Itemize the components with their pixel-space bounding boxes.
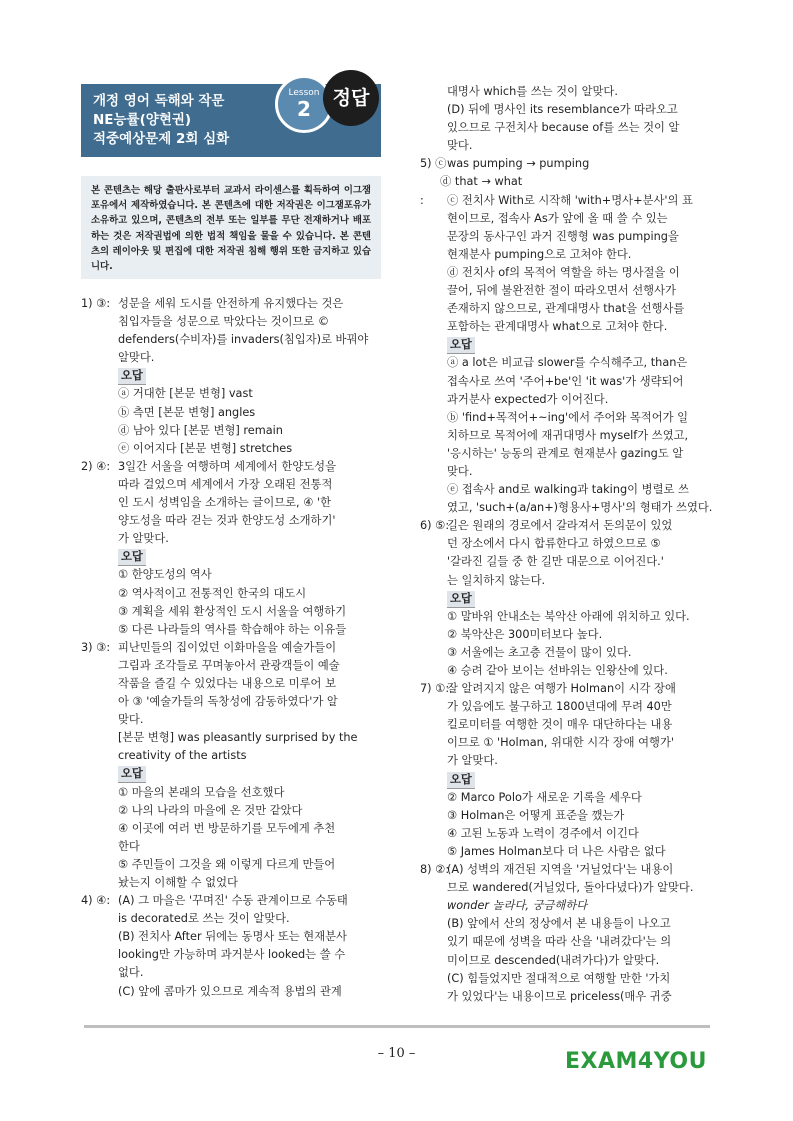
text-line xyxy=(420,970,725,988)
line-text: 끌어, 뒤에 불완전한 절이 따라오면서 선행사가 xyxy=(447,284,676,298)
text-line xyxy=(81,983,386,1001)
question-number: 7) ①: xyxy=(420,682,450,696)
line-text: 한다 xyxy=(118,839,140,853)
line-text: 이므로 ① 'Holman, 위대한 시각 장애 여행가' xyxy=(447,736,674,750)
line-text: 였고, 'such+(a/an+)형용사+명사'의 형태가 쓰였다. xyxy=(447,501,713,515)
text-line xyxy=(420,608,725,626)
text-line xyxy=(420,897,725,915)
text-line xyxy=(420,192,725,210)
line-text: 잘 알려지지 않은 여행가 Holman이 시각 장애 xyxy=(447,682,676,696)
line-text: ③ Holman은 어떻게 표준을 깼는가 xyxy=(447,808,625,822)
line-text: 성문을 세워 도시를 안전하게 유지했다는 것은 xyxy=(118,297,344,310)
text-line xyxy=(420,517,725,535)
text-line xyxy=(420,752,725,770)
line-text: ② 나의 나라의 마을에 온 것만 같았다 xyxy=(118,803,303,817)
line-text: ⓓ 남아 있다 [본문 변형] remain xyxy=(118,423,283,437)
text-line xyxy=(81,729,386,747)
line-text: 피난민들의 집이었던 이화마을을 예술가들이 xyxy=(118,640,337,654)
text-line xyxy=(81,802,386,820)
brand-logo: EXAM4YOU xyxy=(565,1049,707,1074)
line-text: ⓑ 측면 [본문 변형] angles xyxy=(118,405,256,419)
line-text: 문장의 동사구인 과거 진행형 was pumping을 xyxy=(447,229,679,243)
line-text: 3일간 서울을 여행하며 세계에서 한양도성을 xyxy=(118,459,336,473)
line-text: ③ 계획을 세워 환상적인 도시 서울을 여행하기 xyxy=(118,604,347,618)
wrong-answer-tag: 오답 xyxy=(447,772,475,789)
line-text: ① 한양도성의 역사 xyxy=(118,568,212,582)
line-text: 맞다. xyxy=(447,139,473,153)
line-text: 맞다. xyxy=(447,464,473,478)
text-line xyxy=(420,300,725,318)
line-text: ⓒ 전치사 With로 시작해 'with+명사+분사'의 표 xyxy=(447,193,693,207)
line-text: ⑤ 주민들이 그것을 왜 이렇게 다르게 만들어 xyxy=(118,857,336,871)
line-text: ② 북악산은 300미터보다 높다. xyxy=(447,627,603,641)
text-line xyxy=(81,747,386,765)
line-text: ① 말바위 안내소는 북악산 아래에 위치하고 있다. xyxy=(447,609,690,623)
text-line xyxy=(420,228,725,246)
line-text: 므로 wandered(거닐었다, 돌아다녔다)가 알맞다. xyxy=(447,881,694,895)
text-line xyxy=(81,784,386,802)
text-line xyxy=(81,440,386,458)
line-text: 양도성을 따라 걷는 것과 한양도성 소개하기' xyxy=(118,514,336,528)
line-text: ② 역사적이고 전통적인 한국의 대도시 xyxy=(118,586,307,600)
text-line xyxy=(81,639,386,657)
text-line xyxy=(81,675,386,693)
line-text: 킬로미터를 여행한 것이 매우 대단하다는 내용 xyxy=(447,718,673,732)
text-line xyxy=(420,988,725,1006)
text-line xyxy=(81,765,386,783)
line-text: 놨는지 이해할 수 없었다 xyxy=(118,876,238,889)
text-line xyxy=(420,246,725,264)
line-text: 알맞다. xyxy=(118,351,155,365)
text-line xyxy=(81,892,386,910)
text-line xyxy=(420,463,725,481)
answer-badge: 정답 xyxy=(323,70,379,126)
text-line xyxy=(420,861,725,879)
line-text: 인 도시 성벽임을 소개하는 글이므로, ④ '한 xyxy=(118,496,331,510)
text-line xyxy=(420,282,725,300)
header-line-1: 개정 영어 독해와 작문 xyxy=(93,93,225,109)
line-text: 포함하는 관계대명사 what으로 고쳐야 한다. xyxy=(447,320,668,334)
line-text: ④ 승려 같아 보이는 선바위는 인왕산에 있다. xyxy=(447,664,668,677)
line-text: 현이므로, 접속사 As가 앞에 올 때 쓸 수 있는 xyxy=(447,211,668,225)
line-text: '갈라진 길들 중 한 길만 대문으로 이어진다.' xyxy=(447,555,664,569)
text-line xyxy=(420,445,725,463)
text-line xyxy=(81,349,386,367)
left-column xyxy=(81,295,386,1001)
text-line xyxy=(420,101,725,119)
text-line xyxy=(420,680,725,698)
text-line xyxy=(420,590,725,608)
line-text: ⓔ 이어지다 [본문 변형] stretches xyxy=(118,441,293,455)
line-text: (B) 앞에서 산의 정상에서 본 내용들이 나오고 xyxy=(447,917,671,931)
line-text: 가 알맞다. xyxy=(447,754,498,768)
text-line xyxy=(420,427,725,445)
line-text: 없다. xyxy=(118,966,144,980)
text-line xyxy=(81,313,386,331)
text-line xyxy=(420,137,725,155)
text-line xyxy=(420,499,725,517)
text-line xyxy=(81,946,386,964)
footer-divider xyxy=(84,1025,710,1028)
text-line xyxy=(81,331,386,349)
text-line xyxy=(81,295,386,313)
right-column xyxy=(420,83,725,1006)
text-line xyxy=(420,83,725,101)
text-line xyxy=(420,119,725,137)
line-text: 따라 걸었으며 세계에서 가장 오래된 전통적 xyxy=(118,477,333,491)
line-text: 접속사로 쓰여 '주어+be'인 'it was'가 생략되어 xyxy=(447,374,684,388)
wrong-answer-tag: 오답 xyxy=(118,368,146,385)
line-text: ⓐ a lot은 비교급 slower를 수식해주고, than은 xyxy=(447,356,688,370)
text-line xyxy=(81,838,386,856)
page-number: – 10 – xyxy=(377,1046,416,1061)
line-text: looking만 가능하며 과거분사 looked는 쓸 수 xyxy=(118,948,346,962)
text-line xyxy=(81,476,386,494)
text-line xyxy=(81,621,386,639)
text-line xyxy=(81,820,386,838)
text-line xyxy=(420,336,725,354)
line-text: 길은 원래의 경로에서 갈라져서 돈의문이 있었 xyxy=(447,519,673,533)
wrong-answer-tag: 오답 xyxy=(118,766,146,783)
text-line xyxy=(420,572,725,590)
line-text: 과거분사 expected가 이어진다. xyxy=(447,392,609,406)
line-text: (A) 그 마을은 '꾸며진' 수동 관계이므로 수동태 xyxy=(118,894,348,908)
text-line xyxy=(420,626,725,644)
line-text: '응시하는' 능동의 관계로 현재분사 gazing도 알 xyxy=(447,446,684,460)
line-text: ⓔ 접속사 and로 walking과 taking이 병렬로 쓰 xyxy=(447,483,689,497)
line-text: (C) 힘들었지만 절대적으로 여행할 만한 '가치 xyxy=(447,971,671,985)
text-line xyxy=(81,548,386,566)
text-line xyxy=(81,585,386,603)
text-line xyxy=(420,155,725,173)
text-line xyxy=(420,373,725,391)
line-text: (C) 앞에 콤마가 있으므로 계속적 용법의 관계 xyxy=(118,984,342,998)
header-line-2: NE능률(양현권) xyxy=(93,112,192,128)
text-line xyxy=(420,318,725,336)
line-text: ⓓ 전치사 of의 목적어 역할을 하는 명사절을 이 xyxy=(447,265,680,279)
line-text: 있기 때문에 성벽을 따라 산을 '내려갔다'는 의 xyxy=(447,935,672,949)
text-line xyxy=(81,566,386,584)
text-line xyxy=(81,422,386,440)
line-text: ⑤ James Holman보다 더 나은 사람은 없다 xyxy=(447,844,666,858)
line-text: ① 마을의 본래의 모습을 선호했다 xyxy=(118,785,285,799)
line-text: ④ 고된 노동과 노력이 경주에서 이긴다 xyxy=(447,826,639,840)
text-line xyxy=(81,657,386,675)
wrong-answer-tag: 오답 xyxy=(447,591,475,608)
text-line xyxy=(81,385,386,403)
wrong-answer-tag: 오답 xyxy=(118,549,146,566)
line-text: 현재분사 pumping으로 고쳐야 한다. xyxy=(447,247,632,261)
line-text: creativity of the artists xyxy=(118,749,247,763)
text-line xyxy=(81,693,386,711)
line-text: ⓐ 거대한 [본문 변형] vast xyxy=(118,387,253,401)
question-number: 6) ⑤: xyxy=(420,519,450,533)
question-number: 5) ⓒ xyxy=(420,157,447,171)
text-line xyxy=(420,825,725,843)
line-text: 대명사 which를 쓰는 것이 알맞다. xyxy=(447,85,618,98)
line-text: (A) 성벽의 재건된 지역을 '거닐었다'는 내용이 xyxy=(447,863,674,877)
line-text: 아 ③ '예술가들의 독창성에 감동하였다'가 알 xyxy=(118,695,338,709)
line-text: ② Marco Polo가 새로운 기록을 세우다 xyxy=(447,790,642,804)
lesson-number: 2 xyxy=(297,97,311,121)
question-number: 3) ③: xyxy=(81,640,111,654)
text-line xyxy=(420,210,725,228)
text-line xyxy=(81,404,386,422)
line-text: is decorated로 쓰는 것이 알맞다. xyxy=(118,912,290,926)
text-line xyxy=(420,789,725,807)
text-line xyxy=(81,874,386,892)
text-line xyxy=(81,458,386,476)
lesson-word: Lesson xyxy=(288,88,320,98)
text-line xyxy=(420,553,725,571)
text-line xyxy=(81,530,386,548)
text-line xyxy=(81,856,386,874)
text-line xyxy=(420,409,725,427)
line-text: ③ 서울에는 초고층 건물이 많이 있다. xyxy=(447,645,632,659)
line-text: 미이므로 descended(내려가다)가 알맞다. xyxy=(447,953,660,967)
line-text: ⓑ 'find+목적어+~ing'에서 주어와 목적어가 일 xyxy=(447,410,689,424)
line-text: 가 알맞다. xyxy=(118,532,169,546)
text-line xyxy=(420,698,725,716)
line-text: 작품을 즐길 수 있었다는 내용으로 미루어 보 xyxy=(118,676,336,690)
text-line xyxy=(420,734,725,752)
line-text: (B) 전치사 After 뒤에는 동명사 또는 현재분사 xyxy=(118,930,347,944)
line-text: 있으므로 구전치사 because of를 쓰는 것이 알 xyxy=(447,121,680,135)
text-line xyxy=(420,662,725,680)
line-text: 존재하지 않으므로, 관계대명사 that을 선행사를 xyxy=(447,302,685,316)
line-text: 맞다. xyxy=(118,713,144,727)
text-line xyxy=(420,771,725,789)
text-line xyxy=(420,807,725,825)
line-text: (D) 뒤에 명사인 its resemblance가 따라오고 xyxy=(447,103,678,117)
text-line xyxy=(81,910,386,928)
line-text: was pumping → pumping xyxy=(447,157,590,171)
line-text: 가 있음에도 불구하고 1800년대에 무려 40만 xyxy=(447,700,672,714)
text-line xyxy=(420,391,725,409)
text-line xyxy=(81,512,386,530)
line-text: ⑤ 다른 나라들의 역사를 학습해야 하는 이유들 xyxy=(118,622,347,636)
text-line xyxy=(81,964,386,982)
line-text: 는 일치하지 않는다. xyxy=(447,573,546,587)
text-line xyxy=(420,915,725,933)
text-line xyxy=(81,711,386,729)
wrong-answer-tag: 오답 xyxy=(447,337,475,354)
header-line-3: 적중예상문제 2회 심화 xyxy=(93,131,230,147)
text-line xyxy=(81,494,386,512)
line-text: 그림과 조각들로 꾸며놓아서 관광객들이 예술 xyxy=(118,658,340,672)
text-line xyxy=(81,367,386,385)
line-text: 치하므로 목적어에 재귀대명사 myself가 쓰였고, xyxy=(447,428,689,442)
text-line xyxy=(420,716,725,734)
question-number: : xyxy=(420,193,424,207)
text-line xyxy=(420,354,725,372)
text-line xyxy=(420,173,725,191)
line-text: ④ 이곳에 여러 번 방문하기를 모두에게 추천 xyxy=(118,821,336,835)
copyright-notice: 본 콘텐츠는 해당 출판사로부터 교과서 라이센스를 획득하여 이그잼포유에서 제작하였습니다. 본 콘텐츠에 대한 저작권은 이그잼포유가 소유하고 있으며, 콘텐츠의 전부 또는 일부를 무단 전재하거나 배포하는 것은 저작권법에 의한 법적 책임을 물을 수 있습니다. 본 콘텐츠의 레이아웃 및 편집에 대한 저작권 침해 행위 또한 금지하고 있습니다. xyxy=(81,176,381,279)
line-text: defenders(수비자)를 invaders(침입자)로 바꿔야 xyxy=(118,333,369,347)
line-text: 던 장소에서 다시 합류한다고 하였으므로 ⑤ xyxy=(447,537,661,551)
text-line xyxy=(81,603,386,621)
text-line xyxy=(420,952,725,970)
line-text: wonder 놀라다, 궁금해하다 xyxy=(447,899,588,913)
text-line xyxy=(420,644,725,662)
line-text: 침입자들을 성문으로 막았다는 것이므로 © xyxy=(118,315,330,329)
text-line xyxy=(420,264,725,282)
text-line xyxy=(81,928,386,946)
question-number: 4) ④: xyxy=(81,894,111,908)
question-number: 1) ③: xyxy=(81,297,111,310)
line-text: ⓓ that → what xyxy=(440,175,523,189)
text-line xyxy=(420,843,725,861)
question-number: 2) ④: xyxy=(81,459,111,473)
line-text: [본문 변형] was pleasantly surprised by the xyxy=(118,731,358,745)
line-text: 가 있었다'는 내용이므로 priceless(매우 귀중 xyxy=(447,989,672,1003)
question-number: 8) ②: xyxy=(420,863,450,877)
text-line xyxy=(420,933,725,951)
text-line xyxy=(420,535,725,553)
text-line xyxy=(420,481,725,499)
text-line xyxy=(420,879,725,897)
